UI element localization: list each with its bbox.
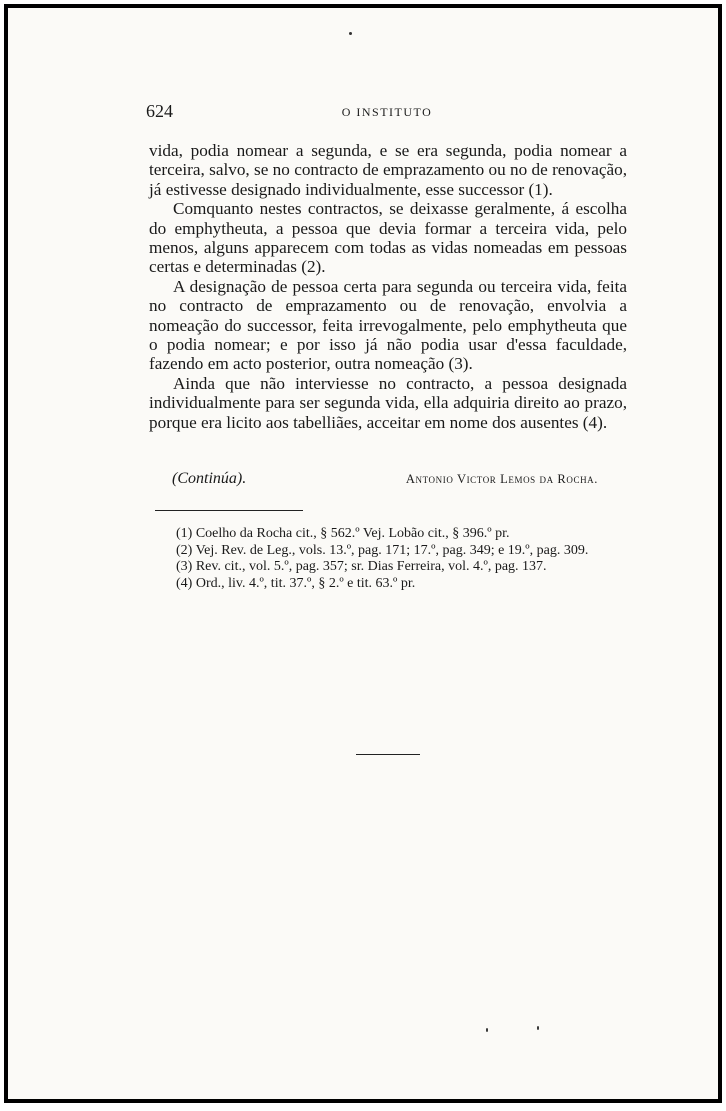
footnote-text: Rev. cit., vol. 5.º, pag. 357; sr. Dias Ferreira, vol. 4.º, pag. 137. xyxy=(195,559,547,574)
footnote-number: (1) xyxy=(176,526,193,541)
footnote-text: Ord., liv. 4.º, tit. 37.º, § 2.º e tit. 63.º pr. xyxy=(195,575,416,591)
footnote-divider xyxy=(155,510,303,511)
continua-note: (Continúa). xyxy=(172,470,247,487)
footnote-text: Vej. Rev. de Leg., vols. 13.º, pag. 171; 17.º, pag. 349; e 19.º, pag. 309. xyxy=(195,542,589,558)
author-signature: Antonio Victor Lemos da Rocha. xyxy=(405,472,598,486)
footnote xyxy=(150,526,628,543)
scan-speck xyxy=(537,1026,539,1030)
scan-border-top xyxy=(4,4,722,8)
footnote-text: Coelho da Rocha cit., § 562.º Vej. Lobão cit., § 396.º pr. xyxy=(195,526,510,541)
footnotes xyxy=(150,526,628,592)
footnote-number: (4) xyxy=(176,575,193,591)
signature-line xyxy=(172,470,598,490)
paragraph: Ainda que não interviesse no contracto, a pessoa designada individualmente para ser segunda vida, ella adquiria direito ao prazo, porque era licito aos tabelliães, acceitar em nome dos ausentes (4). xyxy=(149,373,627,432)
scanned-page xyxy=(4,4,722,1103)
scan-speck xyxy=(486,1028,488,1032)
paragraph: A designação de pessoa certa para segunda ou terceira vida, feita no contracto de emprazamento ou de renovação, envolvia a nomeação do successor, feita irrevogalmente, pelo emphytheuta que o podia nomear; e por isso já não podia usar d'essa faculdade, fazendo em acto posterior, outra nomeação (3). xyxy=(149,276,627,374)
running-title: O INSTITUTO xyxy=(341,105,433,119)
footnote-number: (2) xyxy=(176,542,193,558)
page-header xyxy=(146,101,628,123)
footnote-number: (3) xyxy=(176,559,193,574)
scan-border-bottom xyxy=(4,1099,722,1103)
footnote xyxy=(150,576,628,593)
body-text xyxy=(149,141,627,432)
scan-border-right xyxy=(718,4,722,1103)
page-number: 624 xyxy=(146,101,173,121)
end-rule xyxy=(356,754,420,755)
footnote xyxy=(150,559,628,576)
paragraph: Comquanto nestes contractos, se deixasse geralmente, á escolha do emphytheuta, a pessoa que devia formar a terceira vida, pelo menos, alguns apparecem com todas as vidas nomeadas em pessoas certas e determinadas (2). xyxy=(149,199,627,277)
scan-speck xyxy=(349,32,352,35)
footnote xyxy=(150,543,628,560)
paragraph: vida, podia nomear a segunda, e se era segunda, podia nomear a terceira, salvo, se no contracto de emprazamento ou no de renovação, já estivesse designado individualmente, esse successor (1). xyxy=(149,141,627,199)
scan-border-left xyxy=(4,4,8,1103)
